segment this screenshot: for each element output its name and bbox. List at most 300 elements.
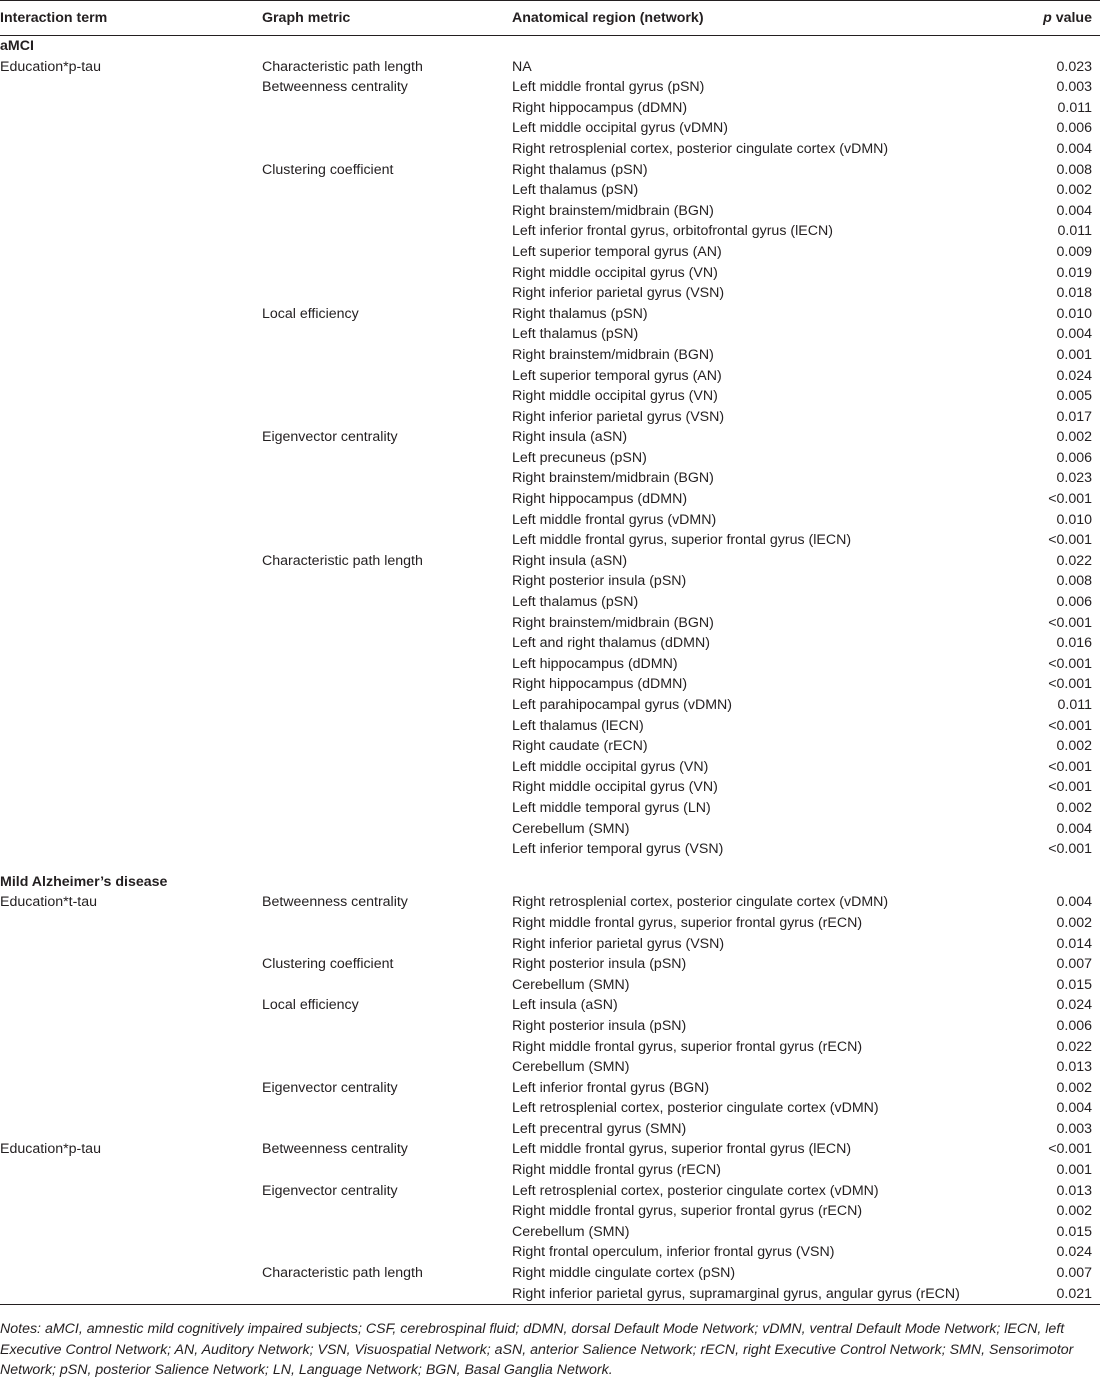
table-row bbox=[0, 1057, 1100, 1078]
p-value-cell: 0.006 bbox=[1056, 594, 1092, 611]
p-value-cell: <0.001 bbox=[1048, 717, 1092, 734]
table-row bbox=[0, 819, 1100, 840]
anatomical-region-cell: Right brainstem/midbrain (BGN) bbox=[512, 614, 714, 631]
interaction-term-cell bbox=[0, 118, 262, 139]
anatomical-region-cell: Left inferior frontal gyrus, orbitofrontal gyrus (lECN) bbox=[512, 223, 833, 240]
anatomical-region-cell: Left middle frontal gyrus (pSN) bbox=[512, 79, 705, 96]
header-p-suffix: value bbox=[1051, 10, 1092, 26]
graph-metric-cell bbox=[262, 613, 512, 634]
interaction-term-cell bbox=[0, 1078, 262, 1099]
graph-metric-cell bbox=[262, 118, 512, 139]
interaction-term-cell bbox=[0, 427, 262, 448]
p-value-cell: 0.024 bbox=[1056, 367, 1092, 384]
table-row bbox=[0, 283, 1100, 304]
anatomical-region-cell: Right inferior parietal gyrus (VSN) bbox=[512, 408, 725, 425]
graph-metric-cell bbox=[262, 736, 512, 757]
header-graph-metric: Graph metric bbox=[262, 1, 512, 36]
interaction-term-cell bbox=[0, 777, 262, 798]
table-row bbox=[0, 1098, 1100, 1119]
table-row bbox=[0, 201, 1100, 222]
anatomical-region-cell: Left superior temporal gyrus (AN) bbox=[512, 367, 722, 384]
interaction-term-cell bbox=[0, 366, 262, 387]
graph-metric-cell bbox=[262, 1098, 512, 1119]
header-row bbox=[0, 1, 1100, 36]
anatomical-region-cell: Right frontal operculum, inferior frontal gyrus (VSN) bbox=[512, 1244, 835, 1261]
interaction-term-cell bbox=[0, 839, 262, 860]
interaction-term-cell bbox=[0, 934, 262, 955]
table-row bbox=[0, 839, 1100, 860]
interaction-term-cell bbox=[0, 324, 262, 345]
graph-metric-cell bbox=[262, 530, 512, 551]
anatomical-region-cell: Right brainstem/midbrain (BGN) bbox=[512, 346, 714, 363]
p-value-cell: 0.017 bbox=[1056, 408, 1092, 425]
p-value-cell: 0.013 bbox=[1056, 1182, 1092, 1199]
table-row bbox=[0, 263, 1100, 284]
graph-metric-cell bbox=[262, 819, 512, 840]
interaction-term-cell: Education*t-tau bbox=[0, 894, 98, 911]
interaction-term-cell bbox=[0, 975, 262, 996]
anatomical-region-cell: Right brainstem/midbrain (BGN) bbox=[512, 202, 714, 219]
interaction-term-cell bbox=[0, 1098, 262, 1119]
interaction-term-cell bbox=[0, 1119, 262, 1140]
interaction-term-cell bbox=[0, 98, 262, 119]
anatomical-region-cell: Left and right thalamus (dDMN) bbox=[512, 635, 710, 652]
table-row bbox=[0, 98, 1100, 119]
table-row bbox=[0, 975, 1100, 996]
anatomical-region-cell: Left retrosplenial cortex, posterior cingulate cortex (vDMN) bbox=[512, 1100, 879, 1117]
anatomical-region-cell: Right middle frontal gyrus, superior frontal gyrus (rECN) bbox=[512, 1038, 863, 1055]
table-row bbox=[0, 757, 1100, 778]
table-row bbox=[0, 242, 1100, 263]
anatomical-region-cell: Right caudate (rECN) bbox=[512, 738, 648, 755]
interaction-term-cell bbox=[0, 1181, 262, 1202]
table-row bbox=[0, 1119, 1100, 1140]
graph-metric-cell: Characteristic path length bbox=[262, 552, 423, 569]
table-row bbox=[0, 160, 1100, 181]
table-row bbox=[0, 551, 1100, 572]
interaction-term-cell bbox=[0, 551, 262, 572]
table-row bbox=[0, 57, 1100, 78]
graph-metric-cell bbox=[262, 633, 512, 654]
graph-metric-cell bbox=[262, 139, 512, 160]
anatomical-region-cell: Right inferior parietal gyrus, supramarginal gyrus, angular gyrus (rECN) bbox=[512, 1284, 1012, 1305]
interaction-term-cell bbox=[0, 1037, 262, 1058]
p-value-cell: <0.001 bbox=[1048, 655, 1092, 672]
anatomical-region-cell: Cerebellum (SMN) bbox=[512, 1059, 630, 1076]
interaction-term-cell bbox=[0, 180, 262, 201]
table-row bbox=[0, 530, 1100, 551]
header-interaction-term: Interaction term bbox=[0, 1, 262, 36]
table-row bbox=[0, 489, 1100, 510]
graph-metric-cell bbox=[262, 366, 512, 387]
graph-metric-cell bbox=[262, 489, 512, 510]
interaction-term-cell bbox=[0, 954, 262, 975]
table-row bbox=[0, 736, 1100, 757]
p-value-cell: 0.001 bbox=[1056, 346, 1092, 363]
table-row bbox=[0, 139, 1100, 160]
anatomical-region-cell: Right inferior parietal gyrus (VSN) bbox=[512, 285, 725, 302]
p-value-cell: 0.002 bbox=[1056, 182, 1092, 199]
table-body bbox=[0, 36, 1100, 1305]
table-row bbox=[0, 654, 1100, 675]
interaction-term-cell bbox=[0, 530, 262, 551]
interaction-term-cell bbox=[0, 345, 262, 366]
interaction-term-cell bbox=[0, 1201, 262, 1222]
interaction-term-cell bbox=[0, 1222, 262, 1243]
table-row bbox=[0, 1078, 1100, 1099]
interaction-term-cell bbox=[0, 160, 262, 181]
anatomical-region-cell: Left thalamus (pSN) bbox=[512, 326, 639, 343]
p-value-cell: 0.007 bbox=[1056, 956, 1092, 973]
anatomical-region-cell: Left superior temporal gyrus (AN) bbox=[512, 243, 722, 260]
p-value-cell: 0.004 bbox=[1056, 1100, 1092, 1117]
table-row bbox=[0, 777, 1100, 798]
p-value-cell: <0.001 bbox=[1048, 841, 1092, 858]
table-row bbox=[0, 1037, 1100, 1058]
graph-metric-cell bbox=[262, 798, 512, 819]
p-value-cell: <0.001 bbox=[1048, 779, 1092, 796]
interaction-term-cell bbox=[0, 736, 262, 757]
graph-metric-cell bbox=[262, 1037, 512, 1058]
graph-metric-cell bbox=[262, 975, 512, 996]
anatomical-region-cell: Left middle frontal gyrus (vDMN) bbox=[512, 511, 717, 528]
header-p-value bbox=[1012, 1, 1100, 36]
graph-metric-cell bbox=[262, 407, 512, 428]
table-row bbox=[0, 934, 1100, 955]
interaction-term-cell bbox=[0, 263, 262, 284]
graph-metric-cell bbox=[262, 98, 512, 119]
interaction-term-cell bbox=[0, 995, 262, 1016]
p-value-cell: 0.024 bbox=[1056, 997, 1092, 1014]
p-value-cell: 0.002 bbox=[1056, 738, 1092, 755]
table-row bbox=[0, 1160, 1100, 1181]
graph-metric-cell bbox=[262, 263, 512, 284]
anatomical-region-cell: Left middle occipital gyrus (vDMN) bbox=[512, 120, 729, 137]
graph-metric-cell bbox=[262, 1222, 512, 1243]
table-row bbox=[0, 221, 1100, 242]
p-value-cell: 0.011 bbox=[1057, 99, 1092, 116]
graph-metric-cell bbox=[262, 716, 512, 737]
graph-metric-cell: Eigenvector centrality bbox=[262, 429, 398, 446]
p-value-cell: 0.002 bbox=[1056, 799, 1092, 816]
anatomical-region-cell: Left precuneus (pSN) bbox=[512, 449, 647, 466]
p-value-cell: 0.004 bbox=[1056, 202, 1092, 219]
anatomical-region-cell: Right brainstem/midbrain (BGN) bbox=[512, 470, 714, 487]
anatomical-region-cell: Right middle frontal gyrus, superior frontal gyrus (rECN) bbox=[512, 914, 863, 931]
anatomical-region-cell: Right thalamus (pSN) bbox=[512, 161, 648, 178]
anatomical-region-cell: Right inferior parietal gyrus (VSN) bbox=[512, 935, 725, 952]
table-row bbox=[0, 407, 1100, 428]
graph-metric-cell bbox=[262, 345, 512, 366]
interaction-term-cell bbox=[0, 654, 262, 675]
interaction-term-cell bbox=[0, 1160, 262, 1181]
anatomical-region-cell: Right insula (aSN) bbox=[512, 429, 628, 446]
anatomical-region-cell: Left inferior temporal gyrus (VSN) bbox=[512, 841, 724, 858]
p-value-cell: 0.004 bbox=[1056, 326, 1092, 343]
graph-metric-cell: Local efficiency bbox=[262, 305, 359, 322]
interaction-term-cell bbox=[0, 757, 262, 778]
table-row bbox=[0, 510, 1100, 531]
anatomical-region-cell: Right middle frontal gyrus, superior frontal gyrus (rECN) bbox=[512, 1203, 863, 1220]
p-value-cell: 0.013 bbox=[1056, 1059, 1092, 1076]
p-value-cell: <0.001 bbox=[1048, 532, 1092, 549]
anatomical-region-cell: Left thalamus (pSN) bbox=[512, 594, 639, 611]
anatomical-region-cell: Right posterior insula (pSN) bbox=[512, 1017, 687, 1034]
table-row bbox=[0, 448, 1100, 469]
section-heading-row bbox=[0, 872, 1100, 893]
interaction-term-cell bbox=[0, 386, 262, 407]
graph-metric-cell bbox=[262, 1057, 512, 1078]
graph-metric-cell: Clustering coefficient bbox=[262, 956, 394, 973]
graph-metric-cell bbox=[262, 674, 512, 695]
interaction-term-cell bbox=[0, 1057, 262, 1078]
p-value-cell: 0.006 bbox=[1056, 449, 1092, 466]
interaction-term-cell bbox=[0, 819, 262, 840]
table-row bbox=[0, 695, 1100, 716]
graph-metric-cell bbox=[262, 386, 512, 407]
p-value-cell: 0.023 bbox=[1056, 470, 1092, 487]
interaction-term-cell bbox=[0, 489, 262, 510]
table-row bbox=[0, 1242, 1100, 1263]
interaction-term-cell bbox=[0, 201, 262, 222]
table-row bbox=[0, 892, 1100, 913]
table-row bbox=[0, 77, 1100, 98]
anatomical-region-cell: Cerebellum (SMN) bbox=[512, 976, 630, 993]
section-title: aMCI bbox=[0, 38, 34, 54]
anatomical-region-cell: Right hippocampus (dDMN) bbox=[512, 676, 688, 693]
table-row bbox=[0, 798, 1100, 819]
table-row bbox=[0, 386, 1100, 407]
p-value-cell: 0.008 bbox=[1056, 573, 1092, 590]
p-value-cell: 0.002 bbox=[1056, 1079, 1092, 1096]
p-value-cell: 0.010 bbox=[1056, 511, 1092, 528]
section-heading-row bbox=[0, 36, 1100, 57]
graph-metric-cell bbox=[262, 283, 512, 304]
table-row bbox=[0, 1201, 1100, 1222]
table-row bbox=[0, 716, 1100, 737]
table-row bbox=[0, 180, 1100, 201]
anatomical-region-cell: Cerebellum (SMN) bbox=[512, 1223, 630, 1240]
graph-metric-cell: Betweenness centrality bbox=[262, 1141, 408, 1158]
graph-metric-cell bbox=[262, 448, 512, 469]
table-row bbox=[0, 571, 1100, 592]
graph-metric-cell: Characteristic path length bbox=[262, 58, 423, 75]
p-value-cell: 0.011 bbox=[1057, 697, 1092, 713]
graph-metric-cell bbox=[262, 324, 512, 345]
interaction-term-cell bbox=[0, 510, 262, 531]
graph-metric-cell bbox=[262, 510, 512, 531]
p-value-cell: 0.010 bbox=[1056, 305, 1092, 322]
interaction-term-cell bbox=[0, 304, 262, 325]
table-row bbox=[0, 118, 1100, 139]
p-value-cell: 0.022 bbox=[1056, 1038, 1092, 1055]
table-row bbox=[0, 468, 1100, 489]
table-row bbox=[0, 427, 1100, 448]
graph-metric-cell bbox=[262, 913, 512, 934]
graph-metric-cell bbox=[262, 1242, 512, 1263]
graph-metric-cell bbox=[262, 934, 512, 955]
p-value-cell: 0.002 bbox=[1056, 914, 1092, 931]
interaction-term-cell bbox=[0, 1263, 262, 1284]
anatomical-region-cell: Right insula (aSN) bbox=[512, 552, 628, 569]
p-value-cell: 0.006 bbox=[1056, 120, 1092, 137]
anatomical-region-cell: Left middle frontal gyrus, superior frontal gyrus (lECN) bbox=[512, 532, 852, 549]
interaction-term-cell bbox=[0, 221, 262, 242]
graph-metric-cell: Eigenvector centrality bbox=[262, 1079, 398, 1096]
graph-metric-cell bbox=[262, 1160, 512, 1181]
table-row bbox=[0, 1139, 1100, 1160]
p-value-cell: 0.001 bbox=[1056, 1162, 1092, 1179]
p-value-cell: 0.023 bbox=[1056, 58, 1092, 75]
anatomical-region-cell: Left parahipocampal gyrus (vDMN) bbox=[512, 697, 732, 713]
graph-metric-cell bbox=[262, 1284, 512, 1305]
anatomical-region-cell: Right retrosplenial cortex, posterior cingulate cortex (vDMN) bbox=[512, 140, 889, 157]
table-row bbox=[0, 324, 1100, 345]
graph-metric-cell: Local efficiency bbox=[262, 997, 359, 1014]
interaction-term-cell bbox=[0, 571, 262, 592]
p-value-cell: 0.006 bbox=[1056, 1017, 1092, 1034]
anatomical-region-cell: Right posterior insula (pSN) bbox=[512, 573, 687, 590]
p-value-cell: 0.003 bbox=[1056, 1120, 1092, 1137]
p-value-cell: <0.001 bbox=[1048, 491, 1092, 508]
table-row bbox=[0, 1263, 1100, 1284]
spacer-cell bbox=[0, 860, 1100, 872]
interaction-term-cell bbox=[0, 716, 262, 737]
p-value-cell: 0.014 bbox=[1056, 935, 1092, 952]
graph-metric-cell: Characteristic path length bbox=[262, 1265, 423, 1282]
p-value-cell: 0.019 bbox=[1056, 264, 1092, 281]
graph-metric-cell bbox=[262, 242, 512, 263]
p-value-cell: <0.001 bbox=[1048, 614, 1092, 631]
table-row bbox=[0, 592, 1100, 613]
graph-metric-cell bbox=[262, 201, 512, 222]
anatomical-region-cell: Left precentral gyrus (SMN) bbox=[512, 1120, 687, 1137]
graph-metric-cell bbox=[262, 695, 512, 716]
table-row bbox=[0, 633, 1100, 654]
p-value-cell: 0.022 bbox=[1056, 552, 1092, 569]
table-row bbox=[0, 913, 1100, 934]
anatomical-region-cell: Right thalamus (pSN) bbox=[512, 305, 648, 322]
anatomical-region-cell: Right hippocampus (dDMN) bbox=[512, 491, 688, 508]
p-value-cell: 0.011 bbox=[1057, 223, 1092, 240]
graph-metric-cell: Betweenness centrality bbox=[262, 79, 408, 96]
table-row bbox=[0, 345, 1100, 366]
table-row bbox=[0, 1284, 1100, 1305]
p-value-cell: <0.001 bbox=[1048, 1141, 1092, 1158]
p-value-cell: 0.018 bbox=[1056, 285, 1092, 302]
anatomical-region-cell: Cerebellum (SMN) bbox=[512, 820, 630, 837]
interaction-term-cell bbox=[0, 139, 262, 160]
interaction-term-cell bbox=[0, 77, 262, 98]
anatomical-region-cell: Left insula (aSN) bbox=[512, 997, 618, 1014]
interaction-term-cell bbox=[0, 242, 262, 263]
p-value-cell: 0.015 bbox=[1056, 976, 1092, 993]
p-value-cell: <0.001 bbox=[1048, 676, 1092, 693]
graph-metric-cell bbox=[262, 1201, 512, 1222]
graph-metric-cell bbox=[262, 1016, 512, 1037]
header-p-letter: p bbox=[1043, 10, 1052, 26]
table-row bbox=[0, 995, 1100, 1016]
table-row bbox=[0, 304, 1100, 325]
anatomical-region-cell: Right retrosplenial cortex, posterior cingulate cortex (vDMN) bbox=[512, 894, 889, 911]
p-value-cell: 0.004 bbox=[1056, 894, 1092, 911]
graph-metric-cell bbox=[262, 221, 512, 242]
anatomical-region-cell: Right middle frontal gyrus (rECN) bbox=[512, 1162, 721, 1179]
graph-metric-cell bbox=[262, 1119, 512, 1140]
interaction-term-cell bbox=[0, 468, 262, 489]
header-anatomical-region: Anatomical region (network) bbox=[512, 1, 1012, 36]
table-row bbox=[0, 1016, 1100, 1037]
anatomical-region-cell: NA bbox=[512, 58, 532, 75]
anatomical-region-cell: Left middle occipital gyrus (VN) bbox=[512, 758, 709, 775]
table-header bbox=[0, 1, 1100, 36]
table-row bbox=[0, 366, 1100, 387]
p-value-cell: 0.002 bbox=[1056, 1203, 1092, 1220]
p-value-cell: 0.009 bbox=[1056, 243, 1092, 260]
table-row bbox=[0, 613, 1100, 634]
graph-metric-cell bbox=[262, 757, 512, 778]
anatomical-region-cell: Left thalamus (pSN) bbox=[512, 182, 639, 199]
section-spacer bbox=[0, 860, 1100, 872]
anatomical-region-cell: Right middle cingulate cortex (pSN) bbox=[512, 1265, 736, 1282]
p-value-cell: 0.002 bbox=[1056, 429, 1092, 446]
graph-metric-cell bbox=[262, 571, 512, 592]
table-row bbox=[0, 1181, 1100, 1202]
anatomical-region-cell: Left inferior frontal gyrus (BGN) bbox=[512, 1079, 710, 1096]
p-value-cell: 0.004 bbox=[1056, 820, 1092, 837]
p-value-cell: 0.007 bbox=[1056, 1265, 1092, 1282]
anatomical-region-cell: Left hippocampus (dDMN) bbox=[512, 655, 678, 672]
graph-metric-cell bbox=[262, 777, 512, 798]
table-row bbox=[0, 1222, 1100, 1243]
anatomical-region-cell: Left retrosplenial cortex, posterior cingulate cortex (vDMN) bbox=[512, 1182, 879, 1199]
p-value-cell: 0.024 bbox=[1056, 1244, 1092, 1261]
interaction-term-cell bbox=[0, 613, 262, 634]
anatomical-region-cell: Right middle occipital gyrus (VN) bbox=[512, 264, 718, 281]
interaction-term-cell: Education*p-tau bbox=[0, 1141, 101, 1158]
interaction-term-cell bbox=[0, 1242, 262, 1263]
interaction-term-cell bbox=[0, 913, 262, 934]
interaction-term-cell bbox=[0, 592, 262, 613]
interaction-term-cell bbox=[0, 674, 262, 695]
p-value-cell: 0.021 bbox=[1012, 1284, 1100, 1305]
anatomical-region-cell: Right middle occipital gyrus (VN) bbox=[512, 779, 718, 796]
p-value-cell: 0.015 bbox=[1056, 1223, 1092, 1240]
graph-metric-cell: Betweenness centrality bbox=[262, 894, 408, 911]
table-row bbox=[0, 954, 1100, 975]
graph-metric-cell: Eigenvector centrality bbox=[262, 1182, 398, 1199]
interaction-term-cell bbox=[0, 633, 262, 654]
interaction-term-cell bbox=[0, 1016, 262, 1037]
graph-metric-cell bbox=[262, 654, 512, 675]
interaction-term-cell bbox=[0, 798, 262, 819]
section-title: Mild Alzheimer’s disease bbox=[0, 873, 168, 890]
interaction-term-cell bbox=[0, 695, 262, 716]
table-notes: Notes: aMCI, amnestic mild cognitively impaired subjects; CSF, cerebrospinal fluid; dDMN, dorsal Default Mode Network; vDMN, ventral Default Mode Network; lECN, left Executive Control Network; AN, Auditory Network; VSN, Visuospatial Network; aSN, anterior Salience Network; rECN, right Executive Control Network; SMN, Sensorimotor Network; pSN, posterior Salience Network; LN, Language Network; BGN, Basal Ganglia Network. bbox=[0, 1321, 1074, 1379]
anatomical-region-cell: Left thalamus (lECN) bbox=[512, 717, 644, 734]
graph-metric-cell bbox=[262, 468, 512, 489]
interaction-term-cell bbox=[0, 1284, 262, 1305]
anatomical-region-cell: Left middle temporal gyrus (LN) bbox=[512, 799, 711, 816]
graph-metric-cell bbox=[262, 592, 512, 613]
p-value-cell: 0.016 bbox=[1056, 635, 1092, 652]
anatomical-region-cell: Right hippocampus (dDMN) bbox=[512, 99, 688, 116]
interaction-term-cell: Education*p-tau bbox=[0, 58, 101, 75]
table-row bbox=[0, 674, 1100, 695]
graph-metric-cell bbox=[262, 180, 512, 201]
anatomical-region-cell: Left middle frontal gyrus, superior frontal gyrus (lECN) bbox=[512, 1141, 852, 1158]
interaction-term-cell bbox=[0, 407, 262, 428]
